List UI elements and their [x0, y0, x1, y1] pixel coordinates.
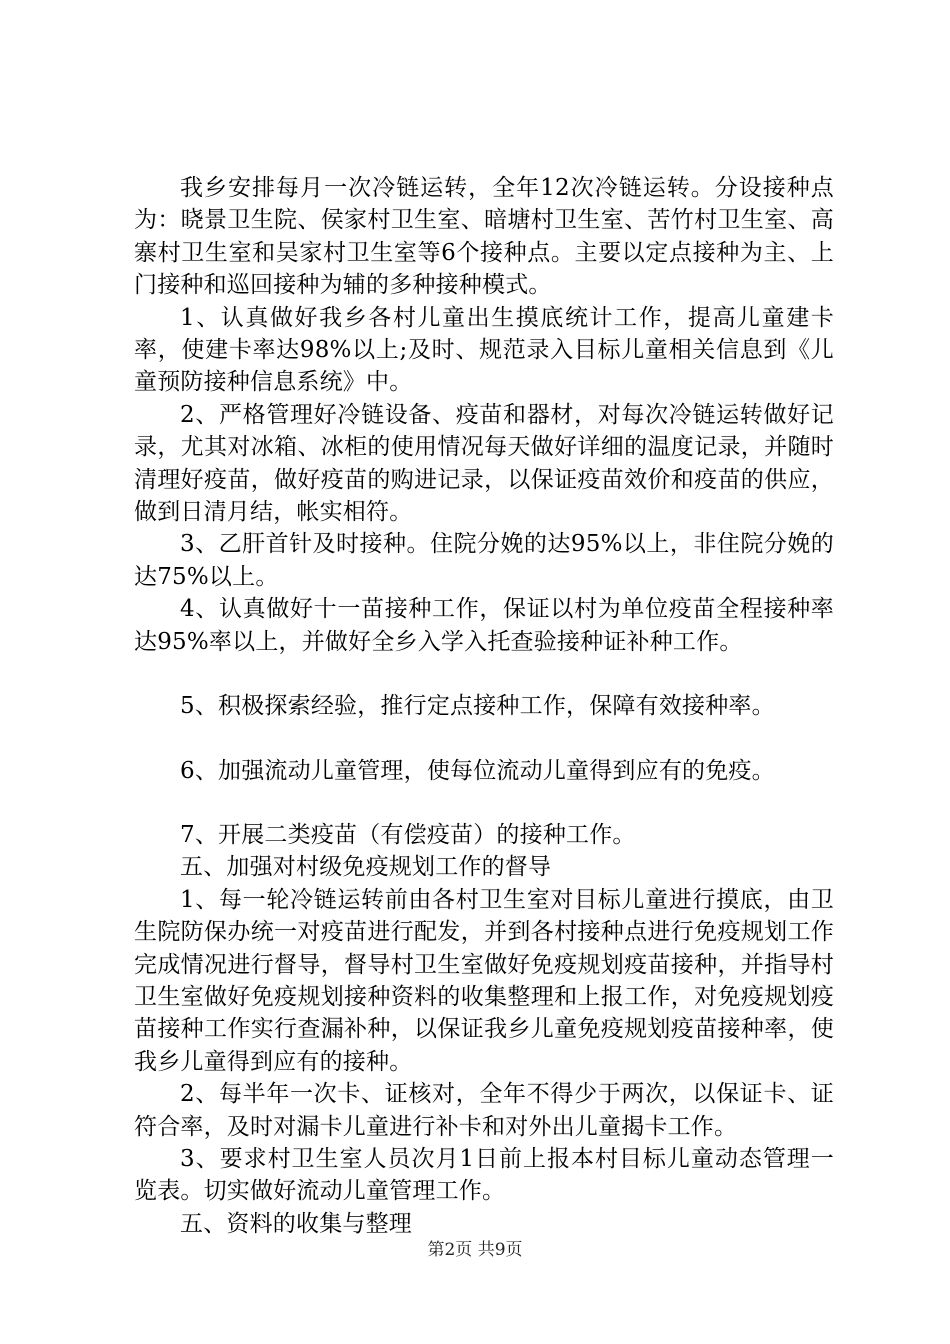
page-number-footer: 第2页 共9页	[427, 1240, 523, 1260]
paragraph-item-7: 7、开展二类疫苗（有偿疫苗）的接种工作。	[180, 821, 636, 848]
blank-line	[134, 658, 834, 690]
paragraph-item-1: 1、认真做好我乡各村儿童出生摸底统计工作，提高儿童建卡率，使建卡率达98%以上;及时、规范录入目标儿童相关信息到《儿童预防接种信息系统》中。	[134, 304, 834, 396]
section-heading-records: 五、资料的收集与整理	[180, 1210, 412, 1237]
section-heading-supervision: 五、加强对村级免疫规划工作的督导	[180, 854, 552, 881]
blank-line	[134, 787, 834, 819]
document-body	[134, 172, 834, 1240]
paragraph-item-5: 5、积极探索经验，推行定点接种工作，保障有效接种率。	[180, 693, 775, 720]
paragraph-schedule: 我乡安排每月一次冷链运转，全年12次冷链运转。分设接种点为：晓景卫生院、侯家村卫生室、暗塘村卫生室、苦竹村卫生室、高寨村卫生室和吴家村卫生室等6个接种点。主要以定点接种为主、上门接种和巡回接种为辅的多种接种模式。	[134, 175, 834, 299]
paragraph-item-4: 4、认真做好十一苗接种工作，保证以村为单位疫苗全程接种率达95%率以上，并做好全乡入学入托查验接种证补种工作。	[134, 596, 834, 655]
paragraph-item-6: 6、加强流动儿童管理，使每位流动儿童得到应有的免疫。	[180, 757, 775, 784]
paragraph-supervision-1: 1、每一轮冷链运转前由各村卫生室对目标儿童进行摸底，由卫生院防保办统一对疫苗进行配发，并到各村接种点进行免疫规划工作完成情况进行督导，督导村卫生室做好免疫规划疫苗接种，并指导村卫生室做好免疫规划接种资料的收集整理和上报工作，对免疫规划疫苗接种工作实行查漏补种，以保证我乡儿童免疫规划疫苗接种率，使我乡儿童得到应有的接种。	[134, 886, 834, 1075]
paragraph-supervision-3: 3、要求村卫生室人员次月1日前上报本村目标儿童动态管理一览表。切实做好流动儿童管理工作。	[134, 1145, 834, 1205]
blank-line	[134, 723, 834, 755]
paragraph-item-3: 3、乙肝首针及时接种。住院分娩的达95%以上，非住院分娩的达75%以上。	[134, 531, 834, 590]
paragraph-item-2: 2、严格管理好冷链设备、疫苗和器材，对每次冷链运转做好记录，尤其对冰箱、冰柜的使用情况每天做好详细的温度记录，并随时清理好疫苗，做好疫苗的购进记录，以保证疫苗效价和疫苗的供应，做到日清月结，帐实相符。	[134, 401, 834, 526]
paragraph-supervision-2: 2、每半年一次卡、证核对，全年不得少于两次，以保证卡、证符合率，及时对漏卡儿童进行补卡和对外出儿童揭卡工作。	[134, 1081, 834, 1140]
